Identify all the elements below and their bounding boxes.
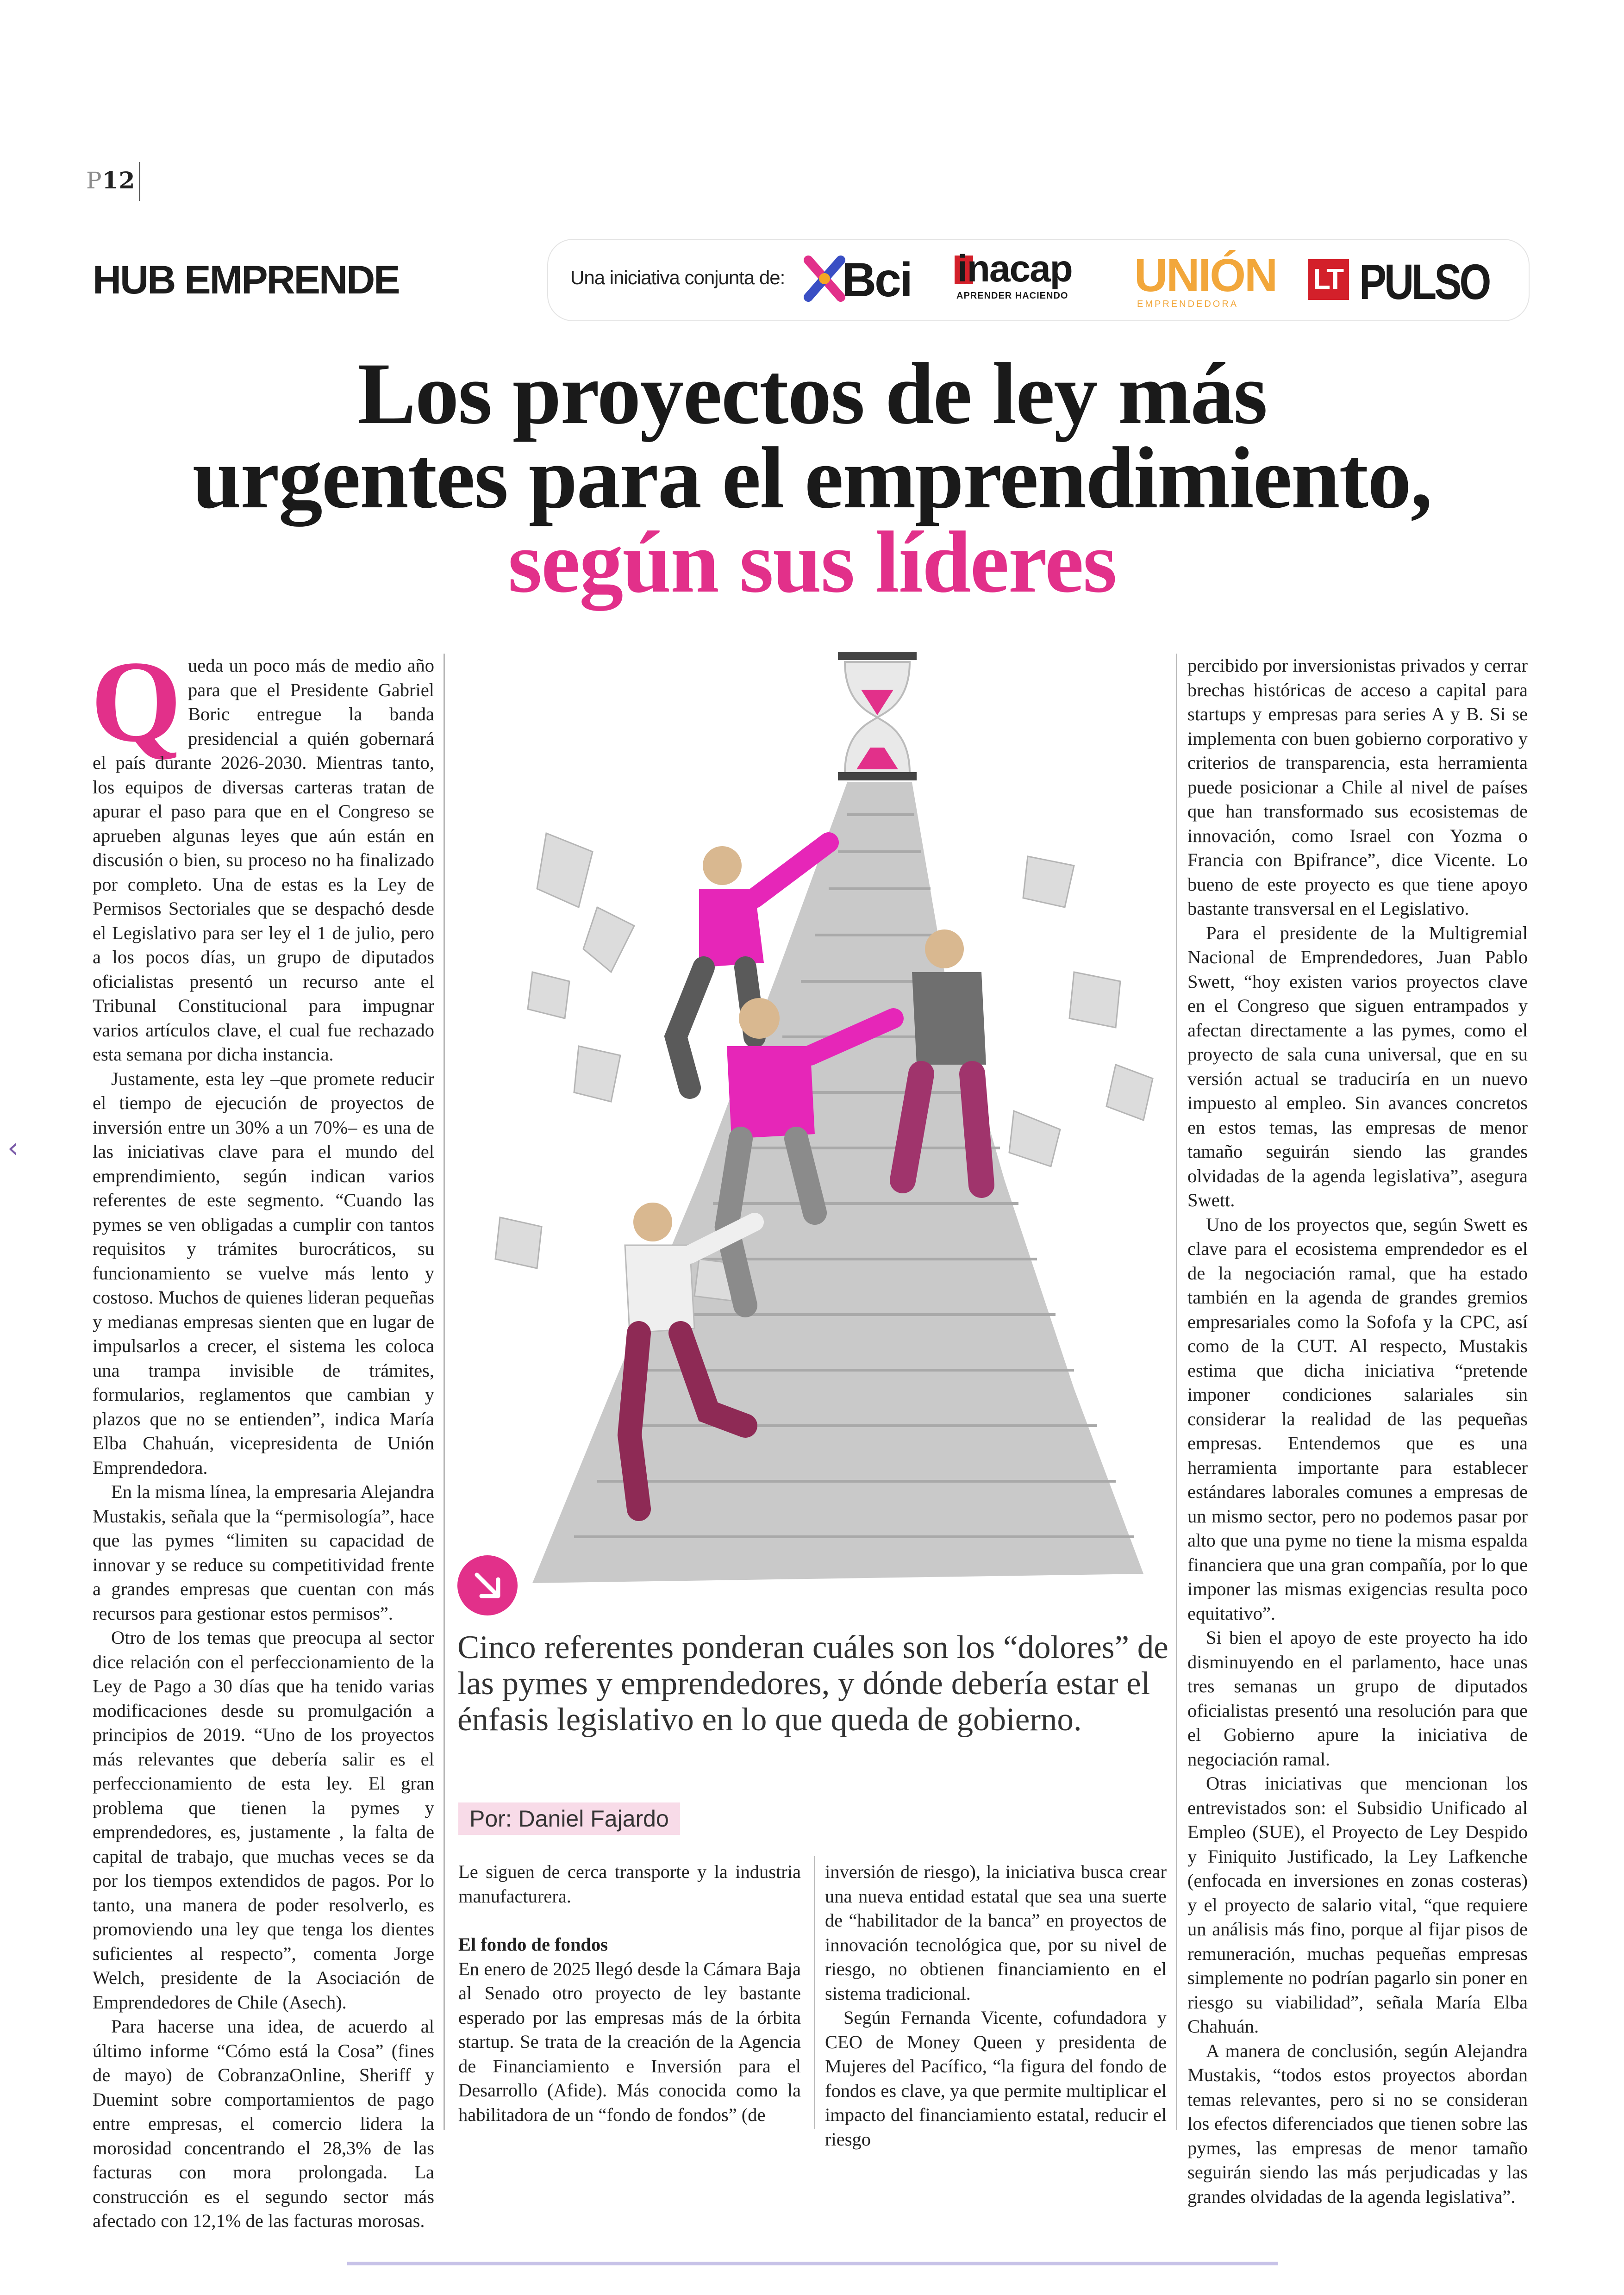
article-column-2 [458, 1860, 801, 2127]
paragraph: Otro de los temas que preocupa al sector dice relación con el perfeccionamiento de la Ley de Pago a 30 días que ha tenido varias modificaciones desde su promulgación a principios de 2019. “Uno de los proyectos más relevantes que debería salir es el perfeccionamiento de esta ley. El gran problema que tienen la pymes y emprendedores, es, justamente , la falta de capital de trabajo, que muchas veces se da por los tiempos extendidos de pagos. Por lo tanto, una manera de poder resolverlo, es promoviendo una ley que tenga los dientes suficientes al respecto”, comenta Jorge Welch, presidente de la Asociación de Emprendedores de Chile (Asech). [93, 1627, 434, 2013]
article-column-4 [1187, 654, 1528, 2209]
paragraph: En enero de 2025 llegó desde la Cámara Baja al Senado otro proyecto de ley bastante esperado por las empresas más de la órbita startup. Se trata de la creación de la Agencia de Financiamiento e Inversión para el Desarrollo (Afide). Más conocida como la habilitadora de un “fondo de fondos” (de [458, 1958, 801, 2125]
bci-x-icon [804, 256, 845, 302]
column-rule [814, 1856, 815, 2129]
paragraph: Uno de los proyectos que, según Swett es clave para el ecosistema emprendedor es el de la negociación ramal, que ha estado también en la agenda de grandes gremios empresariales como la Sofofa y la CPC, así como de la CUT. Al respecto, Mustakis estima que dicha iniciativa “pretende imponer condiciones salariales sin considerar la realidad de las pequeñas empresas. Entendemos que es una herramienta importante para establecer estándares laborales comunes a empresas de un mismo sector, pero no podemos pasar por alto que una pyme no tiene la misma espalda financiera que una gran compañía, por lo que imponer las mismas exigencias resulta poco equitativo”. [1187, 1214, 1528, 1624]
paragraph: percibido por inversionistas privados y cerrar brechas históricas de acceso a capital para startups y empresas para series A y B. Si se implementa con buen gobierno corporativo y criterios de transparencia, esta herramienta puede posicionar a Chile al nivel de países que han transformado sus ecosistemas de innovación, como Israel con Yozma o Francia con Bpifrance”, dice Vicente. Lo bueno de este proyecto es que tiene apoyo bastante transversal en el Legislativo. [1187, 655, 1528, 919]
paragraph: Justamente, esta ley –que promete reducir el tiempo de ejecución de proyectos de inversión entre un 30% a un 70%– es una de las iniciativas clave para el mundo del emprendimiento, según indican varios referentes de este segmento. “Cuando las pymes se ven obligadas a cumplir con tantos requisitos y trámites burocráticos, su funcionamiento se vuelve más lento y costoso. Muchos de quienes lideran pequeñas y medianas empresas sienten que en lugar de impulsarlos a crecer, el sistema les coloca una trampa invisible de trámites, formularios, reglamentos que cambian y plazos que no se entienden”, indica María Elba Chahuán, vicepresidenta de Unión Emprendedora. [93, 1068, 434, 1478]
subheading: El fondo de fondos [458, 1934, 608, 1955]
lead-text: Cinco referentes ponderan cuáles son los “dolores” de las pymes y emprendedores, y dónde debería estar el énfasis legislativo en lo que queda de gobierno. [457, 1629, 1168, 1738]
page-number-divider [139, 162, 140, 201]
scroll-indicator-bar[interactable] [347, 2262, 1278, 2265]
paragraph: Otras iniciativas que mencionan los entrevistados son: el Subsidio Unificado al Empleo (SUE), el Proyecto de Ley Despido y Finiquito Justificado, la Ley Lafkenche (enfocada en inversiones en zonas costeras) y el proyecto de salario vital, “que requiere un análisis más fino, porque al fijar pisos de remuneración, muchas pequeñas empresas simplemente no podrían pagarlo sin poner en riesgo su viabilidad”, señala María Elba Chahuán. [1187, 1773, 1528, 2037]
byline: Por: Daniel Fajardo [458, 1802, 680, 1835]
hourglass-icon [838, 652, 917, 780]
paragraph: A manera de conclusión, según Alejandra Mustakis, “todos estos proyectos abordan temas relevantes, pero si no se consideran los efectos diferenciados que tienen sobre las pymes, las empresas de menor tamaño seguirán siendo las más perjudicadas y las grandes olvidadas de la agenda legislativa”. [1187, 2040, 1528, 2207]
sponsor-label: Una iniciativa conjunta de: [570, 267, 785, 288]
paragraph: Queda un poco más de medio año para que el Presidente Gabriel Boric entregue la banda presidencial a quién gobernará el país durante 2026-2030. Mientras tanto, los equipos de diversas carteras tratan de apurar el paso para que en el Congreso se aprueben algunas leyes que aún están en discusión o bien, su proceso no ha finalizado por completo. Una de estas es la Ley de Permisos Sectoriales que se despachó desde el Legislativo para ser ley el 1 de julio, pero a los pocos días, un grupo de diputados oficialistas presentó un recurso ante el Tribunal Constitucional para impugnar varios artículos clave, el cual fue rechazado esta semana por dicha instancia. [91, 636, 434, 1065]
paragraph: Le siguen de cerca transporte y la industria manufacturera. [458, 1861, 801, 1907]
arrow-down-right-icon [457, 1555, 518, 1615]
article-column-3 [825, 1860, 1167, 2152]
previous-page-chevron-icon[interactable]: ‹ [7, 1132, 19, 1164]
inacap-logo: inacap APRENDER HACIENDO [955, 254, 1093, 309]
headline-line-2: urgentes para el emprendimiento, [192, 430, 1432, 527]
paragraph: Para hacerse una idea, de acuerdo al último informe “Cómo está la Cosa” (fines de mayo) de CobranzaOnline, Sheriff y Duemint sobre comportamientos de pago entre empresas, el comercio lidera la morosidad concentrando el 28,3% de las facturas con mora prolongada. La construcción es el segundo sector más afectado con 12,1% de las facturas morosas. [93, 2016, 434, 2231]
headline [0, 345, 1624, 611]
union-emprendedora-logo: UNIÓN EMPRENDEDORA [1134, 249, 1277, 309]
paragraph: Para el presidente de la Multigremial Nacional de Emprendedores, Juan Pablo Swett, “hoy existen varios proyectos clave en el Congreso que siguen entrampados y afectan directamente a las pymes, como el proyecto de sala cuna universal, que en su versión actual se traduciría en un nuevo impuesto al empleo. Sin avances concretos en estos temas, las empresas de menor tamaño seguirán siendo las grandes olvidadas de la agenda legislativa”, asegura Swett. [1187, 922, 1528, 1210]
paragraph: Según Fernanda Vicente, cofundadora y CEO de Money Queen y presidenta de Mujeres del Pacífico, “la figura del fondo de fondos es clave, ya que permite multiplicar el impacto del financiamiento estatal, reducir el riesgo [825, 2007, 1167, 2150]
drop-cap: Q [91, 636, 182, 766]
column-rule [443, 654, 445, 2130]
page-number: P12 [86, 167, 136, 194]
illustration-paper-mountain [458, 648, 1176, 1606]
arrow-badge [457, 1555, 518, 1615]
bci-logo: Bci [804, 254, 915, 305]
paragraph: inversión de riesgo), la iniciativa busca crear una nueva entidad estatal que sea una suerte de “habilitador de la banca” en proyectos de innovación tecnológica que, por su nivel de riesgo, no obtienen financiamiento en el sistema tradicional. [825, 1861, 1167, 2004]
column-rule [1176, 654, 1177, 2130]
pulso-logo: LT PULSO [1308, 256, 1475, 306]
paragraph: Si bien el apoyo de este proyecto ha ido disminuyendo en el parlamento, hace unas tres semanas un grupo de diputados oficialistas presentó una resolución para que el Gobierno apure la iniciativa de negociación ramal. [1187, 1627, 1528, 1770]
section-title: HUB EMPRENDE [93, 258, 399, 302]
headline-line-1: Los proyectos de ley más [357, 345, 1267, 443]
headline-line-3: según sus líderes [508, 514, 1116, 611]
article-column-1 [91, 636, 434, 2233]
paragraph: En la misma línea, la empresaria Alejandra Mustakis, señala que la “permisología”, hace que las pymes “limiten su capacidad de innovar y se reduce su competitividad frente a grandes empresas que cuentan con más recursos para gestionar estos permisos”. [93, 1481, 434, 1624]
